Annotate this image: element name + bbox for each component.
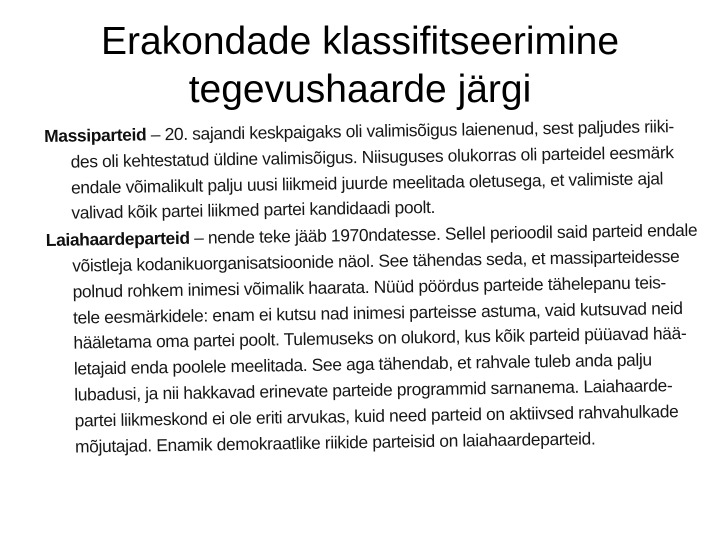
scanned-text-block xyxy=(44,114,698,461)
definition-dash: – xyxy=(189,227,209,248)
definition-text-line: hääletama oma partei poolt. Tulemuseks on olukord, kus kõik parteid püüavad hää- xyxy=(73,323,687,353)
definition-massiparteid xyxy=(44,114,686,227)
slide-title xyxy=(60,18,660,114)
definition-dash: – xyxy=(146,124,165,145)
definition-text-line: 20. sajandi keskpaigaks oli valimisõigus laienenud, sest paljudes riiki- xyxy=(164,116,675,145)
definition-text-line: endale võimalikult palju uusi liikmeid juurde meelitada oletusega, et valimiste ajal xyxy=(70,167,664,198)
definition-text-line: letajaid enda poolele meelitada. See aga tähendab, et rahvale tuleb anda palju xyxy=(73,349,652,379)
slide-title-line-2: tegevushaarde järgi xyxy=(188,68,532,111)
definition-text-line: des oli kehtestatud üldine valimisõigus. Niisuguses olukorras oli parteidel eesmärk xyxy=(70,141,674,172)
definition-term: Laiahaardeparteid xyxy=(45,227,190,251)
definition-text-line: polnud rohkem inimesi võimalik haarata. Nüüd pöördus parteide tähelepanu teis- xyxy=(72,272,667,302)
slide-title-line-1: Erakondade klassifitseerimine xyxy=(100,20,620,63)
definition-text-line: mõjutajad. Enamik demokraatlike riikide parteisid on laiahaardeparteid. xyxy=(74,427,596,457)
definition-text-line: nende teke jääb 1970ndatesse. Sellel perioodil said parteid endale xyxy=(207,219,698,248)
definition-text-line: tele eesmärkidele: enam ei kutsu nad inimesi parteisse astuma, vaid kutsuvad neid xyxy=(72,297,683,328)
definition-text-line: partei liikmeskond ei ole eriti arvukas, kuid need parteid on aktiivsed rahvahulkade xyxy=(74,400,679,431)
definition-text-line: lubadusi, ja nii hakkavad erinevate parteide programmid sarnanema. Laiahaarde- xyxy=(74,375,673,405)
definition-laiahaardeparteid xyxy=(45,218,698,460)
definition-term: Massiparteid xyxy=(44,124,147,146)
definition-text-line: võistleja kodanikuorganisatsioonide näol. See tähendas seda, et massiparteidesse xyxy=(72,246,680,276)
definition-text-line: valivad kõik partei liikmed partei kandidaadi poolt. xyxy=(71,197,436,223)
